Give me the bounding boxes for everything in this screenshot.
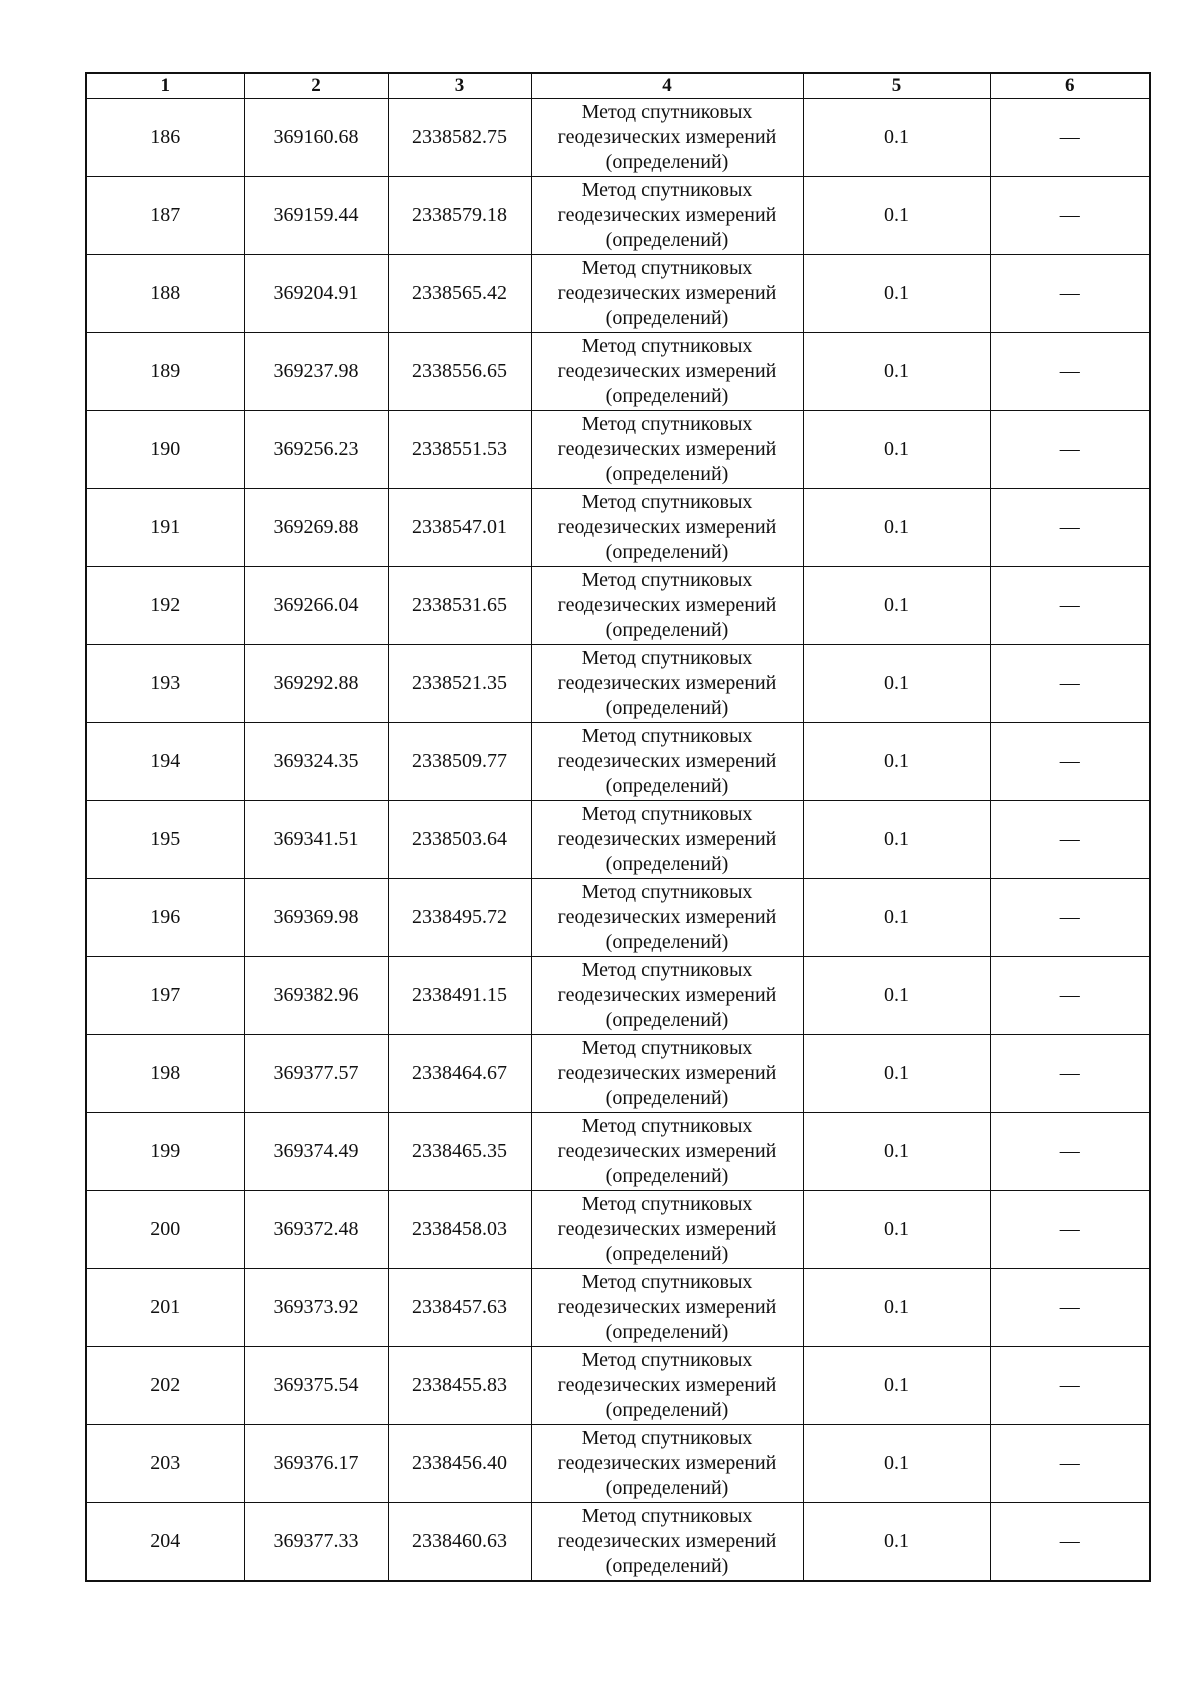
point-number-cell: 194 bbox=[86, 723, 244, 801]
method-line: геодезических измерений bbox=[557, 516, 777, 538]
note-cell: — bbox=[990, 1113, 1150, 1191]
method-cell bbox=[531, 1113, 803, 1191]
method-line: Метод спутниковых bbox=[581, 491, 753, 513]
x-coordinate-cell: 369237.98 bbox=[244, 333, 388, 411]
y-coordinate-cell: 2338547.01 bbox=[388, 489, 531, 567]
method-line: геодезических измерений bbox=[557, 438, 777, 460]
note-cell: — bbox=[990, 723, 1150, 801]
x-coordinate-cell: 369159.44 bbox=[244, 177, 388, 255]
method-cell bbox=[531, 957, 803, 1035]
x-coordinate-cell: 369375.54 bbox=[244, 1347, 388, 1425]
y-coordinate-cell: 2338456.40 bbox=[388, 1425, 531, 1503]
accuracy-cell: 0.1 bbox=[803, 879, 990, 957]
method-line: геодезических измерений bbox=[557, 672, 777, 694]
method-cell bbox=[531, 1191, 803, 1269]
x-coordinate-cell: 369369.98 bbox=[244, 879, 388, 957]
method-cell bbox=[531, 177, 803, 255]
method-line: геодезических измерений bbox=[557, 1218, 777, 1240]
x-coordinate-cell: 369373.92 bbox=[244, 1269, 388, 1347]
accuracy-cell: 0.1 bbox=[803, 1269, 990, 1347]
y-coordinate-cell: 2338460.63 bbox=[388, 1503, 531, 1582]
x-coordinate-cell: 369256.23 bbox=[244, 411, 388, 489]
method-line: Метод спутниковых bbox=[581, 1505, 753, 1527]
accuracy-cell: 0.1 bbox=[803, 567, 990, 645]
y-coordinate-cell: 2338579.18 bbox=[388, 177, 531, 255]
method-cell bbox=[531, 1035, 803, 1113]
method-cell bbox=[531, 1269, 803, 1347]
table-row bbox=[86, 1113, 1150, 1191]
method-cell bbox=[531, 801, 803, 879]
y-coordinate-cell: 2338495.72 bbox=[388, 879, 531, 957]
accuracy-cell: 0.1 bbox=[803, 1035, 990, 1113]
method-line: Метод спутниковых bbox=[581, 803, 753, 825]
y-coordinate-cell: 2338531.65 bbox=[388, 567, 531, 645]
y-coordinate-cell: 2338556.65 bbox=[388, 333, 531, 411]
accuracy-cell: 0.1 bbox=[803, 645, 990, 723]
method-line: Метод спутниковых bbox=[581, 1427, 753, 1449]
accuracy-cell: 0.1 bbox=[803, 489, 990, 567]
table-row bbox=[86, 489, 1150, 567]
x-coordinate-cell: 369377.57 bbox=[244, 1035, 388, 1113]
note-cell: — bbox=[990, 879, 1150, 957]
accuracy-cell: 0.1 bbox=[803, 1347, 990, 1425]
table-row bbox=[86, 645, 1150, 723]
point-number-cell: 204 bbox=[86, 1503, 244, 1582]
method-line: Метод спутниковых bbox=[581, 1115, 753, 1137]
method-line: Метод спутниковых bbox=[581, 569, 753, 591]
method-line: геодезических измерений bbox=[557, 1296, 777, 1318]
table-row bbox=[86, 1503, 1150, 1582]
method-line: Метод спутниковых bbox=[581, 1349, 753, 1371]
accuracy-cell: 0.1 bbox=[803, 411, 990, 489]
note-cell: — bbox=[990, 1503, 1150, 1582]
note-cell: — bbox=[990, 801, 1150, 879]
method-cell bbox=[531, 723, 803, 801]
x-coordinate-cell: 369266.04 bbox=[244, 567, 388, 645]
method-line: (определений) bbox=[605, 931, 729, 953]
method-line: Метод спутниковых bbox=[581, 101, 753, 123]
method-line: (определений) bbox=[605, 1555, 729, 1577]
table-row bbox=[86, 1347, 1150, 1425]
method-cell bbox=[531, 1503, 803, 1582]
table-row bbox=[86, 1269, 1150, 1347]
x-coordinate-cell: 369269.88 bbox=[244, 489, 388, 567]
y-coordinate-cell: 2338565.42 bbox=[388, 255, 531, 333]
method-line: геодезических измерений bbox=[557, 984, 777, 1006]
point-number-cell: 191 bbox=[86, 489, 244, 567]
table-row bbox=[86, 567, 1150, 645]
method-cell bbox=[531, 99, 803, 177]
method-cell bbox=[531, 645, 803, 723]
note-cell: — bbox=[990, 99, 1150, 177]
method-line: Метод спутниковых bbox=[581, 725, 753, 747]
table-row bbox=[86, 957, 1150, 1035]
y-coordinate-cell: 2338465.35 bbox=[388, 1113, 531, 1191]
note-cell: — bbox=[990, 177, 1150, 255]
method-cell bbox=[531, 333, 803, 411]
x-coordinate-cell: 369204.91 bbox=[244, 255, 388, 333]
x-coordinate-cell: 369377.33 bbox=[244, 1503, 388, 1582]
method-line: геодезических измерений bbox=[557, 282, 777, 304]
table-body bbox=[86, 99, 1150, 1582]
note-cell: — bbox=[990, 1035, 1150, 1113]
y-coordinate-cell: 2338458.03 bbox=[388, 1191, 531, 1269]
method-line: геодезических измерений bbox=[557, 360, 777, 382]
point-number-cell: 197 bbox=[86, 957, 244, 1035]
note-cell: — bbox=[990, 1425, 1150, 1503]
method-line: (определений) bbox=[605, 1477, 729, 1499]
x-coordinate-cell: 369341.51 bbox=[244, 801, 388, 879]
header-col-3: 3 bbox=[388, 73, 531, 99]
method-line: (определений) bbox=[605, 463, 729, 485]
method-line: геодезических измерений bbox=[557, 1452, 777, 1474]
method-line: (определений) bbox=[605, 1087, 729, 1109]
method-line: геодезических измерений bbox=[557, 1140, 777, 1162]
point-number-cell: 196 bbox=[86, 879, 244, 957]
method-line: Метод спутниковых bbox=[581, 647, 753, 669]
x-coordinate-cell: 369324.35 bbox=[244, 723, 388, 801]
x-coordinate-cell: 369372.48 bbox=[244, 1191, 388, 1269]
point-number-cell: 193 bbox=[86, 645, 244, 723]
y-coordinate-cell: 2338455.83 bbox=[388, 1347, 531, 1425]
method-cell bbox=[531, 879, 803, 957]
note-cell: — bbox=[990, 567, 1150, 645]
method-line: (определений) bbox=[605, 853, 729, 875]
point-number-cell: 200 bbox=[86, 1191, 244, 1269]
point-number-cell: 187 bbox=[86, 177, 244, 255]
x-coordinate-cell: 369160.68 bbox=[244, 99, 388, 177]
method-line: Метод спутниковых bbox=[581, 413, 753, 435]
note-cell: — bbox=[990, 1269, 1150, 1347]
note-cell: — bbox=[990, 957, 1150, 1035]
accuracy-cell: 0.1 bbox=[803, 333, 990, 411]
method-line: (определений) bbox=[605, 307, 729, 329]
method-cell bbox=[531, 1425, 803, 1503]
note-cell: — bbox=[990, 255, 1150, 333]
method-line: Метод спутниковых bbox=[581, 179, 753, 201]
header-col-4: 4 bbox=[531, 73, 803, 99]
accuracy-cell: 0.1 bbox=[803, 177, 990, 255]
accuracy-cell: 0.1 bbox=[803, 255, 990, 333]
note-cell: — bbox=[990, 411, 1150, 489]
point-number-cell: 195 bbox=[86, 801, 244, 879]
method-line: геодезических измерений bbox=[557, 750, 777, 772]
point-number-cell: 202 bbox=[86, 1347, 244, 1425]
x-coordinate-cell: 369374.49 bbox=[244, 1113, 388, 1191]
method-line: (определений) bbox=[605, 385, 729, 407]
method-cell bbox=[531, 567, 803, 645]
method-cell bbox=[531, 489, 803, 567]
accuracy-cell: 0.1 bbox=[803, 1191, 990, 1269]
method-line: Метод спутниковых bbox=[581, 1193, 753, 1215]
point-number-cell: 192 bbox=[86, 567, 244, 645]
point-number-cell: 188 bbox=[86, 255, 244, 333]
method-line: геодезических измерений bbox=[557, 1530, 777, 1552]
method-line: Метод спутниковых bbox=[581, 881, 753, 903]
method-line: Метод спутниковых bbox=[581, 1037, 753, 1059]
y-coordinate-cell: 2338551.53 bbox=[388, 411, 531, 489]
y-coordinate-cell: 2338503.64 bbox=[388, 801, 531, 879]
y-coordinate-cell: 2338457.63 bbox=[388, 1269, 531, 1347]
accuracy-cell: 0.1 bbox=[803, 1425, 990, 1503]
y-coordinate-cell: 2338582.75 bbox=[388, 99, 531, 177]
table-row bbox=[86, 333, 1150, 411]
note-cell: — bbox=[990, 1347, 1150, 1425]
method-line: геодезических измерений bbox=[557, 1062, 777, 1084]
table-row bbox=[86, 801, 1150, 879]
y-coordinate-cell: 2338521.35 bbox=[388, 645, 531, 723]
method-line: (определений) bbox=[605, 229, 729, 251]
point-number-cell: 201 bbox=[86, 1269, 244, 1347]
method-line: (определений) bbox=[605, 1243, 729, 1265]
point-number-cell: 199 bbox=[86, 1113, 244, 1191]
method-line: (определений) bbox=[605, 541, 729, 563]
method-line: геодезических измерений bbox=[557, 126, 777, 148]
method-cell bbox=[531, 1347, 803, 1425]
method-line: (определений) bbox=[605, 619, 729, 641]
accuracy-cell: 0.1 bbox=[803, 723, 990, 801]
y-coordinate-cell: 2338491.15 bbox=[388, 957, 531, 1035]
table-row bbox=[86, 255, 1150, 333]
method-line: (определений) bbox=[605, 775, 729, 797]
method-line: (определений) bbox=[605, 1321, 729, 1343]
x-coordinate-cell: 369382.96 bbox=[244, 957, 388, 1035]
method-line: геодезических измерений bbox=[557, 204, 777, 226]
x-coordinate-cell: 369292.88 bbox=[244, 645, 388, 723]
table-row bbox=[86, 1425, 1150, 1503]
table-row bbox=[86, 99, 1150, 177]
note-cell: — bbox=[990, 333, 1150, 411]
method-line: (определений) bbox=[605, 697, 729, 719]
method-line: (определений) bbox=[605, 1009, 729, 1031]
table-row bbox=[86, 177, 1150, 255]
method-line: Метод спутниковых bbox=[581, 335, 753, 357]
method-line: (определений) bbox=[605, 1165, 729, 1187]
point-number-cell: 189 bbox=[86, 333, 244, 411]
header-col-2: 2 bbox=[244, 73, 388, 99]
coordinates-table bbox=[85, 72, 1151, 1582]
method-cell bbox=[531, 411, 803, 489]
method-line: Метод спутниковых bbox=[581, 959, 753, 981]
header-col-6: 6 bbox=[990, 73, 1150, 99]
table-header-row bbox=[86, 73, 1150, 99]
table-row bbox=[86, 879, 1150, 957]
header-col-5: 5 bbox=[803, 73, 990, 99]
point-number-cell: 203 bbox=[86, 1425, 244, 1503]
method-cell bbox=[531, 255, 803, 333]
point-number-cell: 186 bbox=[86, 99, 244, 177]
accuracy-cell: 0.1 bbox=[803, 99, 990, 177]
note-cell: — bbox=[990, 489, 1150, 567]
table-row bbox=[86, 1035, 1150, 1113]
point-number-cell: 190 bbox=[86, 411, 244, 489]
method-line: Метод спутниковых bbox=[581, 1271, 753, 1293]
accuracy-cell: 0.1 bbox=[803, 1503, 990, 1582]
x-coordinate-cell: 369376.17 bbox=[244, 1425, 388, 1503]
note-cell: — bbox=[990, 1191, 1150, 1269]
method-line: (определений) bbox=[605, 1399, 729, 1421]
accuracy-cell: 0.1 bbox=[803, 1113, 990, 1191]
method-line: геодезических измерений bbox=[557, 1374, 777, 1396]
accuracy-cell: 0.1 bbox=[803, 801, 990, 879]
method-line: Метод спутниковых bbox=[581, 257, 753, 279]
table-row bbox=[86, 723, 1150, 801]
method-line: геодезических измерений bbox=[557, 594, 777, 616]
table-row bbox=[86, 411, 1150, 489]
accuracy-cell: 0.1 bbox=[803, 957, 990, 1035]
method-line: геодезических измерений bbox=[557, 906, 777, 928]
point-number-cell: 198 bbox=[86, 1035, 244, 1113]
table-row bbox=[86, 1191, 1150, 1269]
note-cell: — bbox=[990, 645, 1150, 723]
y-coordinate-cell: 2338464.67 bbox=[388, 1035, 531, 1113]
header-col-1: 1 bbox=[86, 73, 244, 99]
method-line: (определений) bbox=[605, 151, 729, 173]
y-coordinate-cell: 2338509.77 bbox=[388, 723, 531, 801]
method-line: геодезических измерений bbox=[557, 828, 777, 850]
